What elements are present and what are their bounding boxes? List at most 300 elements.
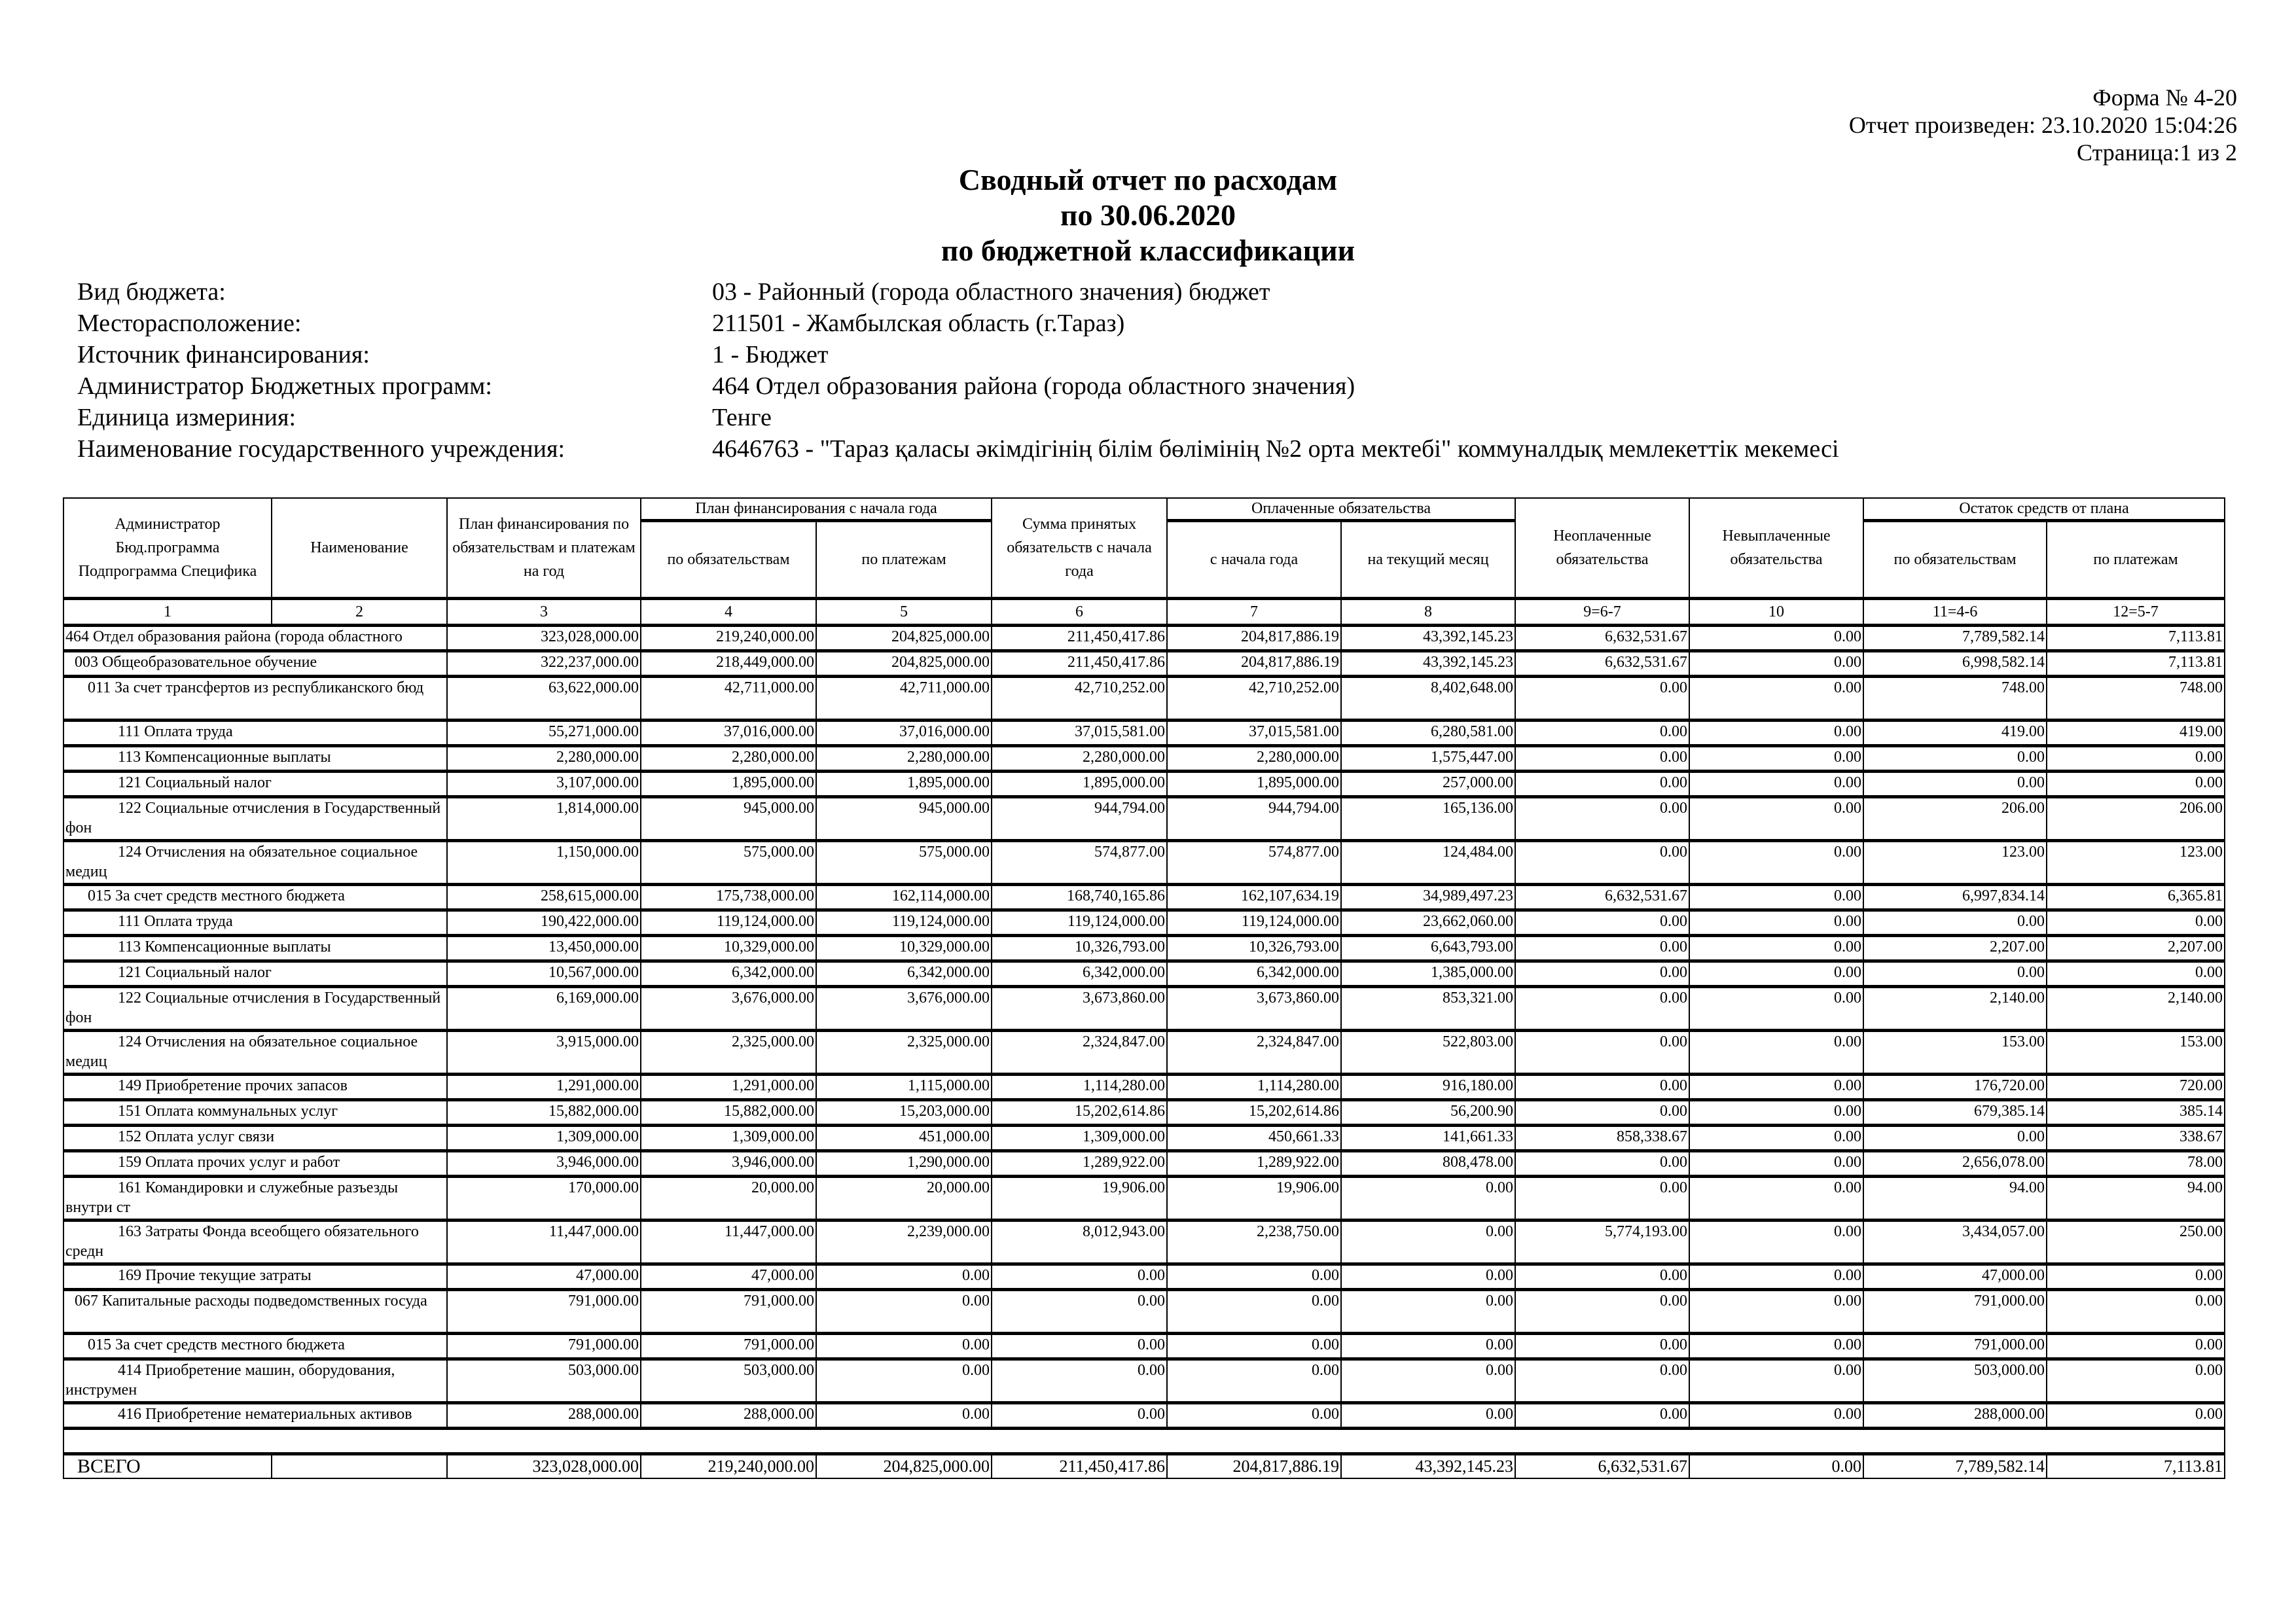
cell-plan-payments: 1,290,000.00 [816, 1151, 992, 1177]
table-row [63, 910, 2225, 936]
table-row [63, 626, 2225, 651]
cell-plan-obligations: 791,000.00 [641, 1334, 816, 1359]
table-row [63, 797, 2225, 841]
cell-plan-obligations: 10,329,000.00 [641, 936, 816, 961]
cell-annual-plan: 55,271,000.00 [447, 721, 641, 746]
cell-annual-plan: 10,567,000.00 [447, 961, 641, 987]
cell-rest-obligations: 679,385.14 [1863, 1100, 2047, 1126]
total-label: ВСЕГО [63, 1454, 272, 1479]
row-name: 163 Затраты Фонда всеобщего обязательного средн [63, 1221, 447, 1264]
row-name: 159 Оплата прочих услуг и работ [63, 1151, 447, 1177]
cell-plan-payments: 2,239,000.00 [816, 1221, 992, 1264]
cell-paid-ytd: 204,817,886.19 [1167, 651, 1341, 677]
header-unpaid-out: Невыплаченные обязательства [1689, 498, 1863, 599]
cell-paid-ytd: 2,238,750.00 [1167, 1221, 1341, 1264]
cell-paid-month: 0.00 [1341, 1334, 1515, 1359]
cell-plan-obligations: 20,000.00 [641, 1177, 816, 1221]
cell-annual-plan: 322,237,000.00 [447, 651, 641, 677]
cell-rest-payments: 7,113.81 [2047, 651, 2225, 677]
cell-annual-plan: 1,309,000.00 [447, 1126, 641, 1151]
cell-annual-plan: 15,882,000.00 [447, 1100, 641, 1126]
cell-accepted-obligations: 3,673,860.00 [992, 987, 1167, 1031]
cell-rest-obligations: 47,000.00 [1863, 1264, 2047, 1290]
cell-paid-ytd: 0.00 [1167, 1359, 1341, 1403]
cell-plan-payments: 162,114,000.00 [816, 885, 992, 910]
cell-plan-obligations: 503,000.00 [641, 1359, 816, 1403]
cell-plan-payments: 204,825,000.00 [816, 626, 992, 651]
cell-annual-plan: 288,000.00 [447, 1403, 641, 1429]
cell-rest-payments: 0.00 [2047, 1334, 2225, 1359]
cell-plan-payments: 6,342,000.00 [816, 961, 992, 987]
cell-paid-ytd: 42,710,252.00 [1167, 677, 1341, 721]
cell-annual-plan: 190,422,000.00 [447, 910, 641, 936]
param-value: Тенге [712, 404, 772, 431]
cell-plan-payments: 0.00 [816, 1290, 992, 1334]
cell-unpaid-out: 0.00 [1689, 1221, 1863, 1264]
table-row [63, 841, 2225, 885]
cell-paid-month: 6,280,581.00 [1341, 721, 1515, 746]
row-name: 149 Приобретение прочих запасов [63, 1075, 447, 1100]
cell-plan-obligations: 15,882,000.00 [641, 1100, 816, 1126]
cell-plan-payments: 451,000.00 [816, 1126, 992, 1151]
cell-rest-payments: 153.00 [2047, 1031, 2225, 1075]
param-budget-type [77, 276, 1839, 308]
form-number: Форма № 4-20 [2092, 84, 2237, 111]
cell-rest-obligations: 7,789,582.14 [1863, 626, 2047, 651]
cell-plan-payments: 575,000.00 [816, 841, 992, 885]
table-row [63, 1359, 2225, 1403]
row-name: 111 Оплата труда [63, 721, 447, 746]
table-row [63, 1177, 2225, 1221]
total-cell: 0.00 [1689, 1454, 1863, 1479]
row-name: 111 Оплата труда [63, 910, 447, 936]
cell-unpaid-obligations: 0.00 [1515, 746, 1689, 772]
report-generated-timestamp: Отчет произведен: 23.10.2020 15:04:26 [1848, 112, 2237, 138]
cell-unpaid-obligations: 0.00 [1515, 1264, 1689, 1290]
header-plan-payments: по платежам [816, 520, 992, 598]
cell-rest-payments: 206.00 [2047, 797, 2225, 841]
param-value: 4646763 - "Тараз қаласы әкімдігінің білім бөлімінің №2 орта мектебі" коммуналдық мемлекеттік мекемесі [712, 435, 1839, 463]
cell-plan-obligations: 47,000.00 [641, 1264, 816, 1290]
cell-plan-payments: 119,124,000.00 [816, 910, 992, 936]
row-name: 414 Приобретение машин, оборудования, инструмен [63, 1359, 447, 1403]
table-row [63, 1100, 2225, 1126]
cell-accepted-obligations: 168,740,165.86 [992, 885, 1167, 910]
cell-unpaid-out: 0.00 [1689, 1075, 1863, 1100]
cell-accepted-obligations: 42,710,252.00 [992, 677, 1167, 721]
cell-unpaid-obligations: 0.00 [1515, 721, 1689, 746]
cell-rest-obligations: 748.00 [1863, 677, 2047, 721]
cell-plan-obligations: 6,342,000.00 [641, 961, 816, 987]
param-value: 1 - Бюджет [712, 341, 829, 368]
cell-unpaid-obligations: 0.00 [1515, 677, 1689, 721]
total-cell: 323,028,000.00 [447, 1454, 641, 1479]
colnum: 7 [1167, 599, 1341, 626]
colnum: 9=6-7 [1515, 599, 1689, 626]
cell-accepted-obligations: 1,114,280.00 [992, 1075, 1167, 1100]
cell-annual-plan: 791,000.00 [447, 1290, 641, 1334]
cell-rest-payments: 419.00 [2047, 721, 2225, 746]
cell-rest-obligations: 0.00 [1863, 1126, 2047, 1151]
cell-plan-obligations: 1,291,000.00 [641, 1075, 816, 1100]
cell-plan-obligations: 119,124,000.00 [641, 910, 816, 936]
table-row [63, 961, 2225, 987]
cell-unpaid-obligations: 0.00 [1515, 1100, 1689, 1126]
cell-plan-payments: 1,115,000.00 [816, 1075, 992, 1100]
cell-plan-obligations: 2,280,000.00 [641, 746, 816, 772]
cell-accepted-obligations: 1,309,000.00 [992, 1126, 1167, 1151]
cell-rest-obligations: 3,434,057.00 [1863, 1221, 2047, 1264]
cell-accepted-obligations: 1,895,000.00 [992, 772, 1167, 797]
cell-accepted-obligations: 1,289,922.00 [992, 1151, 1167, 1177]
cell-unpaid-obligations: 0.00 [1515, 1403, 1689, 1429]
cell-rest-obligations: 6,998,582.14 [1863, 651, 2047, 677]
cell-paid-ytd: 37,015,581.00 [1167, 721, 1341, 746]
cell-plan-obligations: 575,000.00 [641, 841, 816, 885]
cell-plan-payments: 15,203,000.00 [816, 1100, 992, 1126]
cell-rest-payments: 338.67 [2047, 1126, 2225, 1151]
cell-plan-payments: 42,711,000.00 [816, 677, 992, 721]
cell-plan-obligations: 37,016,000.00 [641, 721, 816, 746]
cell-paid-month: 257,000.00 [1341, 772, 1515, 797]
cell-annual-plan: 170,000.00 [447, 1177, 641, 1221]
cell-accepted-obligations: 0.00 [992, 1403, 1167, 1429]
colnum: 3 [447, 599, 641, 626]
cell-accepted-obligations: 0.00 [992, 1334, 1167, 1359]
cell-rest-payments: 7,113.81 [2047, 626, 2225, 651]
cell-plan-obligations: 3,946,000.00 [641, 1151, 816, 1177]
cell-unpaid-out: 0.00 [1689, 936, 1863, 961]
cell-plan-obligations: 219,240,000.00 [641, 626, 816, 651]
table-row [63, 677, 2225, 721]
cell-annual-plan: 1,814,000.00 [447, 797, 641, 841]
cell-annual-plan: 791,000.00 [447, 1334, 641, 1359]
colnum: 11=4-6 [1863, 599, 2047, 626]
cell-paid-ytd: 162,107,634.19 [1167, 885, 1341, 910]
table-row [63, 1221, 2225, 1264]
row-name: 121 Социальный налог [63, 961, 447, 987]
header-paid-ytd: с начала года [1167, 520, 1341, 598]
cell-annual-plan: 258,615,000.00 [447, 885, 641, 910]
param-location [77, 308, 1839, 339]
cell-unpaid-obligations: 0.00 [1515, 1177, 1689, 1221]
cell-unpaid-out: 0.00 [1689, 841, 1863, 885]
cell-accepted-obligations: 2,324,847.00 [992, 1031, 1167, 1075]
total-row [63, 1454, 2225, 1479]
cell-paid-month: 853,321.00 [1341, 987, 1515, 1031]
cell-paid-month: 34,989,497.23 [1341, 885, 1515, 910]
cell-unpaid-out: 0.00 [1689, 797, 1863, 841]
cell-annual-plan: 6,169,000.00 [447, 987, 641, 1031]
cell-unpaid-out: 0.00 [1689, 626, 1863, 651]
row-name: 122 Социальные отчисления в Государственный фон [63, 987, 447, 1031]
cell-rest-obligations: 503,000.00 [1863, 1359, 2047, 1403]
param-label: Единица измериния: [77, 404, 296, 431]
cell-plan-payments: 0.00 [816, 1359, 992, 1403]
table-row [63, 1151, 2225, 1177]
param-label: Вид бюджета: [77, 278, 226, 306]
cell-unpaid-out: 0.00 [1689, 772, 1863, 797]
cell-rest-payments: 0.00 [2047, 772, 2225, 797]
param-value: 464 Отдел образования района (города областного значения) [712, 372, 1355, 400]
cell-plan-payments: 10,329,000.00 [816, 936, 992, 961]
report-meta [1849, 84, 2237, 166]
cell-plan-obligations: 1,309,000.00 [641, 1126, 816, 1151]
cell-unpaid-obligations: 858,338.67 [1515, 1126, 1689, 1151]
spacer-row [63, 1429, 2225, 1454]
cell-paid-ytd: 2,280,000.00 [1167, 746, 1341, 772]
report-parameters [77, 276, 1839, 465]
cell-unpaid-out: 0.00 [1689, 1151, 1863, 1177]
param-funding-source [77, 339, 1839, 370]
cell-plan-payments: 0.00 [816, 1334, 992, 1359]
cell-annual-plan: 47,000.00 [447, 1264, 641, 1290]
cell-annual-plan: 63,622,000.00 [447, 677, 641, 721]
header-name: Наименование [272, 498, 447, 599]
cell-rest-obligations: 2,140.00 [1863, 987, 2047, 1031]
param-label: Месторасположение: [77, 310, 302, 337]
cell-paid-ytd: 119,124,000.00 [1167, 910, 1341, 936]
cell-plan-payments: 204,825,000.00 [816, 651, 992, 677]
cell-unpaid-obligations: 6,632,531.67 [1515, 885, 1689, 910]
column-numbers-row [63, 599, 2225, 626]
cell-unpaid-obligations: 0.00 [1515, 772, 1689, 797]
cell-paid-ytd: 450,661.33 [1167, 1126, 1341, 1151]
colnum: 2 [272, 599, 447, 626]
cell-paid-ytd: 6,342,000.00 [1167, 961, 1341, 987]
cell-paid-ytd: 204,817,886.19 [1167, 626, 1341, 651]
cell-paid-ytd: 1,114,280.00 [1167, 1075, 1341, 1100]
colnum: 4 [641, 599, 816, 626]
cell-plan-obligations: 175,738,000.00 [641, 885, 816, 910]
cell-rest-payments: 0.00 [2047, 746, 2225, 772]
table-row [63, 1403, 2225, 1429]
header-paid-month: на текущий месяц [1341, 520, 1515, 598]
cell-unpaid-out: 0.00 [1689, 1290, 1863, 1334]
cell-paid-ytd: 2,324,847.00 [1167, 1031, 1341, 1075]
cell-paid-ytd: 944,794.00 [1167, 797, 1341, 841]
cell-paid-month: 0.00 [1341, 1221, 1515, 1264]
table-row [63, 746, 2225, 772]
cell-plan-obligations: 42,711,000.00 [641, 677, 816, 721]
cell-rest-payments: 250.00 [2047, 1221, 2225, 1264]
cell-unpaid-obligations: 5,774,193.00 [1515, 1221, 1689, 1264]
cell-rest-payments: 720.00 [2047, 1075, 2225, 1100]
cell-unpaid-out: 0.00 [1689, 651, 1863, 677]
row-name: 067 Капитальные расходы подведомственных госуда [63, 1290, 447, 1334]
cell-rest-payments: 0.00 [2047, 961, 2225, 987]
cell-rest-payments: 748.00 [2047, 677, 2225, 721]
cell-plan-payments: 3,676,000.00 [816, 987, 992, 1031]
table-row [63, 1126, 2225, 1151]
cell-accepted-obligations: 8,012,943.00 [992, 1221, 1167, 1264]
colnum: 5 [816, 599, 992, 626]
cell-unpaid-obligations: 0.00 [1515, 841, 1689, 885]
row-name: 416 Приобретение нематериальных активов [63, 1403, 447, 1429]
header-accepted-obligations: Сумма принятых обязательств с начала года [992, 498, 1167, 599]
cell-annual-plan: 503,000.00 [447, 1359, 641, 1403]
cell-unpaid-obligations: 0.00 [1515, 1075, 1689, 1100]
cell-paid-ytd: 0.00 [1167, 1334, 1341, 1359]
cell-plan-payments: 2,325,000.00 [816, 1031, 992, 1075]
cell-paid-month: 43,392,145.23 [1341, 651, 1515, 677]
cell-annual-plan: 1,150,000.00 [447, 841, 641, 885]
cell-accepted-obligations: 6,342,000.00 [992, 961, 1167, 987]
cell-unpaid-obligations: 0.00 [1515, 1031, 1689, 1075]
cell-rest-payments: 123.00 [2047, 841, 2225, 885]
table-row [63, 1031, 2225, 1075]
cell-unpaid-out: 0.00 [1689, 746, 1863, 772]
row-name: 151 Оплата коммунальных услуг [63, 1100, 447, 1126]
cell-accepted-obligations: 15,202,614.86 [992, 1100, 1167, 1126]
report-body [63, 626, 2225, 1479]
cell-rest-obligations: 176,720.00 [1863, 1075, 2047, 1100]
cell-paid-ytd: 0.00 [1167, 1403, 1341, 1429]
cell-unpaid-obligations: 0.00 [1515, 910, 1689, 936]
cell-paid-ytd: 0.00 [1167, 1264, 1341, 1290]
cell-rest-obligations: 94.00 [1863, 1177, 2047, 1221]
cell-rest-obligations: 0.00 [1863, 746, 2047, 772]
param-value: 211501 - Жамбылская область (г.Тараз) [712, 310, 1125, 337]
cell-paid-ytd: 574,877.00 [1167, 841, 1341, 885]
header-rest-payments: по платежам [2047, 520, 2225, 598]
cell-rest-payments: 2,140.00 [2047, 987, 2225, 1031]
cell-rest-payments: 0.00 [2047, 1264, 2225, 1290]
cell-paid-month: 141,661.33 [1341, 1126, 1515, 1151]
row-name: 113 Компенсационные выплаты [63, 746, 447, 772]
row-name: 124 Отчисления на обязательное социальное медиц [63, 841, 447, 885]
header-rest-obligations: по обязательствам [1863, 520, 2047, 598]
table-row [63, 1075, 2225, 1100]
cell-annual-plan: 3,946,000.00 [447, 1151, 641, 1177]
cell-paid-ytd: 0.00 [1167, 1290, 1341, 1334]
cell-unpaid-obligations: 0.00 [1515, 1290, 1689, 1334]
cell-plan-obligations: 945,000.00 [641, 797, 816, 841]
cell-unpaid-out: 0.00 [1689, 1359, 1863, 1403]
cell-accepted-obligations: 0.00 [992, 1290, 1167, 1334]
cell-plan-payments: 37,016,000.00 [816, 721, 992, 746]
cell-unpaid-out: 0.00 [1689, 677, 1863, 721]
row-name: 169 Прочие текущие затраты [63, 1264, 447, 1290]
cell-rest-payments: 94.00 [2047, 1177, 2225, 1221]
total-name-blank [272, 1454, 447, 1479]
cell-unpaid-out: 0.00 [1689, 1031, 1863, 1075]
cell-plan-obligations: 3,676,000.00 [641, 987, 816, 1031]
total-cell: 7,789,582.14 [1863, 1454, 2047, 1479]
cell-unpaid-out: 0.00 [1689, 1177, 1863, 1221]
table-row [63, 651, 2225, 677]
cell-accepted-obligations: 37,015,581.00 [992, 721, 1167, 746]
param-unit [77, 402, 1839, 433]
cell-paid-month: 6,643,793.00 [1341, 936, 1515, 961]
row-name: 003 Общеобразовательное обучение [63, 651, 447, 677]
cell-plan-payments: 0.00 [816, 1403, 992, 1429]
cell-paid-month: 56,200.90 [1341, 1100, 1515, 1126]
cell-rest-payments: 385.14 [2047, 1100, 2225, 1126]
cell-unpaid-obligations: 0.00 [1515, 1334, 1689, 1359]
total-cell: 211,450,417.86 [992, 1454, 1167, 1479]
cell-plan-obligations: 11,447,000.00 [641, 1221, 816, 1264]
cell-annual-plan: 3,915,000.00 [447, 1031, 641, 1075]
row-name: 015 За счет средств местного бюджета [63, 885, 447, 910]
row-name: 464 Отдел образования района (города областного [63, 626, 447, 651]
cell-paid-month: 23,662,060.00 [1341, 910, 1515, 936]
cell-paid-month: 124,484.00 [1341, 841, 1515, 885]
cell-unpaid-obligations: 0.00 [1515, 987, 1689, 1031]
header-group-paid: Оплаченные обязательства [1167, 498, 1515, 520]
cell-rest-obligations: 791,000.00 [1863, 1334, 2047, 1359]
cell-plan-obligations: 288,000.00 [641, 1403, 816, 1429]
cell-unpaid-out: 0.00 [1689, 1264, 1863, 1290]
cell-paid-month: 0.00 [1341, 1359, 1515, 1403]
colnum: 6 [992, 599, 1167, 626]
cell-paid-month: 8,402,648.00 [1341, 677, 1515, 721]
cell-unpaid-obligations: 0.00 [1515, 1359, 1689, 1403]
total-cell: 6,632,531.67 [1515, 1454, 1689, 1479]
cell-unpaid-obligations: 0.00 [1515, 936, 1689, 961]
table-row [63, 885, 2225, 910]
param-label: Администратор Бюджетных программ: [77, 372, 492, 400]
cell-rest-obligations: 2,207.00 [1863, 936, 2047, 961]
cell-rest-obligations: 123.00 [1863, 841, 2047, 885]
table-row [63, 1264, 2225, 1290]
cell-unpaid-obligations: 6,632,531.67 [1515, 626, 1689, 651]
header-group-remaining: Остаток средств от плана [1863, 498, 2225, 520]
cell-rest-payments: 2,207.00 [2047, 936, 2225, 961]
row-name: 161 Командировки и служебные разъезды внутри ст [63, 1177, 447, 1221]
cell-paid-month: 0.00 [1341, 1264, 1515, 1290]
cell-accepted-obligations: 119,124,000.00 [992, 910, 1167, 936]
report-title [0, 162, 2296, 268]
param-label: Источник финансирования: [77, 341, 370, 368]
cell-accepted-obligations: 0.00 [992, 1264, 1167, 1290]
cell-plan-obligations: 218,449,000.00 [641, 651, 816, 677]
total-cell: 219,240,000.00 [641, 1454, 816, 1479]
colnum: 10 [1689, 599, 1863, 626]
cell-accepted-obligations: 211,450,417.86 [992, 626, 1167, 651]
cell-accepted-obligations: 0.00 [992, 1359, 1167, 1403]
cell-rest-obligations: 6,997,834.14 [1863, 885, 2047, 910]
param-label: Наименование государственного учреждения: [77, 435, 565, 463]
table-row [63, 936, 2225, 961]
table-row [63, 1290, 2225, 1334]
table-row [63, 721, 2225, 746]
cell-accepted-obligations: 944,794.00 [992, 797, 1167, 841]
row-name: 011 За счет трансфертов из республиканского бюд [63, 677, 447, 721]
cell-rest-obligations: 419.00 [1863, 721, 2047, 746]
cell-unpaid-out: 0.00 [1689, 910, 1863, 936]
cell-plan-payments: 2,280,000.00 [816, 746, 992, 772]
cell-accepted-obligations: 19,906.00 [992, 1177, 1167, 1221]
cell-annual-plan: 11,447,000.00 [447, 1221, 641, 1264]
cell-unpaid-obligations: 0.00 [1515, 797, 1689, 841]
cell-paid-month: 1,385,000.00 [1341, 961, 1515, 987]
cell-annual-plan: 323,028,000.00 [447, 626, 641, 651]
colnum: 8 [1341, 599, 1515, 626]
cell-unpaid-out: 0.00 [1689, 987, 1863, 1031]
cell-unpaid-out: 0.00 [1689, 885, 1863, 910]
cell-paid-month: 522,803.00 [1341, 1031, 1515, 1075]
cell-rest-obligations: 2,656,078.00 [1863, 1151, 2047, 1177]
cell-rest-obligations: 0.00 [1863, 772, 2047, 797]
expense-report-table [63, 497, 2225, 1479]
cell-accepted-obligations: 2,280,000.00 [992, 746, 1167, 772]
cell-paid-month: 0.00 [1341, 1403, 1515, 1429]
cell-plan-payments: 945,000.00 [816, 797, 992, 841]
header-group-plan-ytd: План финансирования с начала года [641, 498, 992, 520]
header-code: Администратор Бюд.программа Подпрограмма Специфика [63, 498, 272, 599]
cell-rest-obligations: 0.00 [1863, 961, 2047, 987]
